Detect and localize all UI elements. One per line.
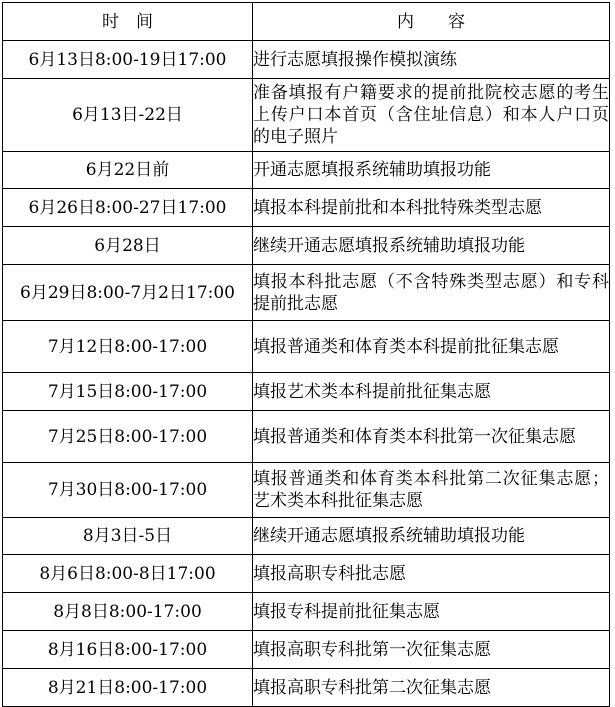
- content-cell: 继续开通志愿填报系统辅助填报功能: [253, 518, 610, 555]
- table-row: [3, 152, 610, 189]
- time-cell: 7月15日8:00-17:00: [3, 373, 253, 411]
- content-cell: 继续开通志愿填报系统辅助填报功能: [253, 227, 610, 265]
- content-cell: 填报本科批志愿（不含特殊类型志愿）和专科提前批志愿: [253, 265, 610, 321]
- time-cell: 8月16日8:00-17:00: [3, 631, 253, 669]
- table-row: [3, 555, 610, 593]
- time-cell: 8月21日8:00-17:00: [3, 669, 253, 707]
- time-cell: 8月6日8:00-8日17:00: [3, 555, 253, 593]
- table-row: [3, 631, 610, 669]
- content-cell: 准备填报有户籍要求的提前批院校志愿的考生上传户口本首页（含住址信息）和本人户口页的电子照片: [253, 79, 610, 152]
- table-row: [3, 189, 610, 227]
- table-row: [3, 227, 610, 265]
- time-cell: 7月25日8:00-17:00: [3, 411, 253, 463]
- time-cell: 8月8日8:00-17:00: [3, 593, 253, 631]
- content-cell: 填报普通类和体育类本科批第二次征集志愿；艺术类本科批征集志愿: [253, 463, 610, 518]
- table-row: [3, 79, 610, 152]
- schedule-body: [3, 41, 610, 707]
- time-cell: 6月22日前: [3, 152, 253, 189]
- content-cell: 开通志愿填报系统辅助填报功能: [253, 152, 610, 189]
- content-cell: 填报高职专科批第二次征集志愿: [253, 669, 610, 707]
- content-cell: 填报高职专科批志愿: [253, 555, 610, 593]
- time-cell: 7月30日8:00-17:00: [3, 463, 253, 518]
- table-row: [3, 518, 610, 555]
- content-cell: 填报艺术类本科提前批征集志愿: [253, 373, 610, 411]
- time-cell: 8月3日-5日: [3, 518, 253, 555]
- table-row: [3, 373, 610, 411]
- content-cell: 填报本科提前批和本科批特殊类型志愿: [253, 189, 610, 227]
- time-cell: 6月13日-22日: [3, 79, 253, 152]
- time-cell: 6月28日: [3, 227, 253, 265]
- table-row: [3, 411, 610, 463]
- table-row: [3, 41, 610, 79]
- time-column-header: 时 间: [3, 3, 253, 41]
- time-cell: 6月13日8:00-19日17:00: [3, 41, 253, 79]
- time-cell: 6月26日8:00-27日17:00: [3, 189, 253, 227]
- table-row: [3, 463, 610, 518]
- table-row: [3, 669, 610, 707]
- table-row: [3, 265, 610, 321]
- table-row: [3, 593, 610, 631]
- content-cell: 填报高职专科批第一次征集志愿: [253, 631, 610, 669]
- time-cell: 7月12日8:00-17:00: [3, 321, 253, 373]
- content-cell: 进行志愿填报操作模拟演练: [253, 41, 610, 79]
- content-cell: 填报普通类和体育类本科提前批征集志愿: [253, 321, 610, 373]
- header-row: [3, 3, 610, 41]
- content-cell: 填报专科提前批征集志愿: [253, 593, 610, 631]
- content-column-header: 内 容: [253, 3, 610, 41]
- schedule-table: [2, 2, 610, 707]
- time-cell: 6月29日8:00-7月2日17:00: [3, 265, 253, 321]
- table-row: [3, 321, 610, 373]
- content-cell: 填报普通类和体育类本科批第一次征集志愿: [253, 411, 610, 463]
